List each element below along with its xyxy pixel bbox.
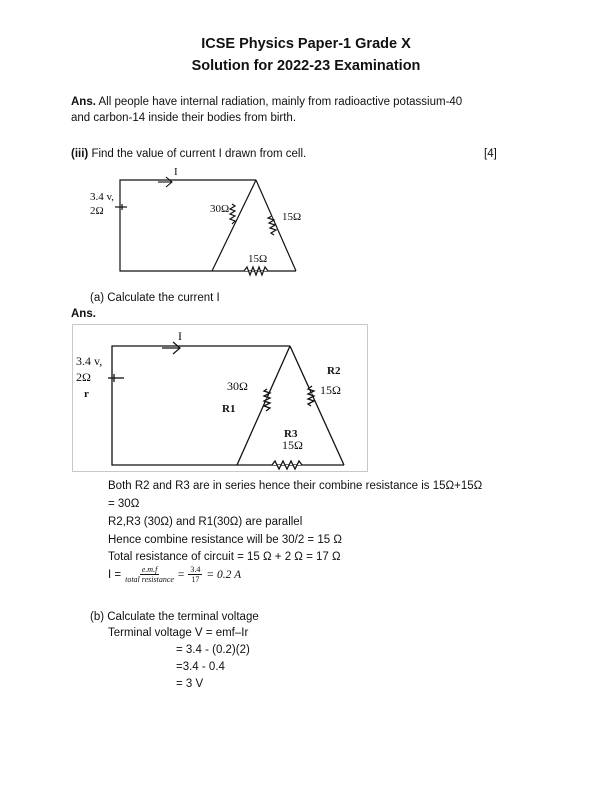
- current-label-1: I: [174, 166, 178, 178]
- resistor-left-1: [230, 204, 235, 224]
- formula-numerator: e.m.f: [141, 565, 158, 574]
- question-marks: [4]: [484, 148, 497, 160]
- part-a-ans-label: Ans.: [71, 308, 96, 320]
- value-numerator: 3.4: [190, 565, 201, 574]
- cell-resistance-label-2: 2Ω: [76, 370, 91, 384]
- current-arrow-2: [162, 342, 180, 354]
- value-denominator: 17: [191, 575, 200, 584]
- formula-lhs: I =: [108, 568, 122, 581]
- question-number: (iii): [71, 148, 89, 160]
- cell-emf-label-1: 3.4 v,: [90, 191, 115, 203]
- prev-answer-block: [71, 95, 462, 110]
- document-subtitle: Solution for 2022-23 Examination: [191, 58, 421, 74]
- part-b-line-1: Terminal voltage V = emf–Ir: [108, 627, 249, 639]
- part-a-prompt: (a) Calculate the current I: [90, 292, 220, 304]
- r1-value: 30Ω: [227, 379, 248, 393]
- formula-result: = 0.2 A: [206, 568, 242, 581]
- document-title: ICSE Physics Paper-1 Grade X: [201, 36, 411, 52]
- answer-text-line2: and carbon-14 inside their bodies from birth.: [71, 112, 297, 124]
- part-b-prompt: (b) Calculate the terminal voltage: [90, 611, 259, 623]
- cell-internal-r-label: r: [84, 388, 89, 400]
- answer-label: Ans.: [71, 96, 96, 108]
- resistor-bottom-value-1: 15Ω: [248, 253, 268, 265]
- current-label-2: I: [178, 329, 182, 343]
- circuit-diagram-2: [72, 324, 368, 472]
- current-arrow-1: [158, 177, 172, 187]
- circuit-diagram-1: [60, 160, 330, 280]
- resistor-r1: [264, 389, 270, 411]
- cell-emf-label-2: 3.4 v,: [76, 354, 103, 368]
- r3-label: R3: [284, 428, 298, 440]
- current-formula: [108, 565, 241, 584]
- solution-line-4: Hence combine resistance will be 30/2 = 15 Ω: [108, 534, 342, 546]
- question-text: Find the value of current I drawn from cell.: [91, 148, 307, 160]
- solution-line-5: Total resistance of circuit = 15 Ω + 2 Ω = 17 Ω: [108, 551, 341, 563]
- part-b-step-1: = 3.4 - (0.2)(2): [176, 644, 250, 656]
- resistor-r2: [308, 386, 314, 406]
- formula-denominator: total resistance: [125, 575, 174, 584]
- formula-fraction: [125, 565, 174, 584]
- answer-text-line1: All people have internal radiation, mainly from radioactive potassium-40: [98, 96, 463, 108]
- solution-line-2: = 30Ω: [108, 498, 140, 510]
- r2-label: R2: [327, 365, 341, 377]
- cell-resistance-label-1: 2Ω: [90, 205, 104, 217]
- r3-value: 15Ω: [282, 438, 303, 452]
- resistor-bottom-1: [244, 267, 268, 275]
- solution-line-3: R2,R3 (30Ω) and R1(30Ω) are parallel: [108, 516, 303, 528]
- r2-value: 15Ω: [320, 383, 341, 397]
- value-fraction: [188, 565, 202, 584]
- resistor-r3: [272, 461, 302, 469]
- solution-line-1: Both R2 and R3 are in series hence their combine resistance is 15Ω+15Ω: [108, 480, 483, 492]
- part-b-step-2: =3.4 - 0.4: [176, 661, 225, 673]
- formula-equals: =: [177, 568, 185, 581]
- resistor-right-value-1: 15Ω: [282, 211, 302, 223]
- resistor-left-value-1: 30Ω: [210, 203, 230, 215]
- r1-label: R1: [222, 403, 236, 415]
- part-b-step-3: = 3 V: [176, 678, 204, 690]
- resistor-right-1: [268, 216, 276, 235]
